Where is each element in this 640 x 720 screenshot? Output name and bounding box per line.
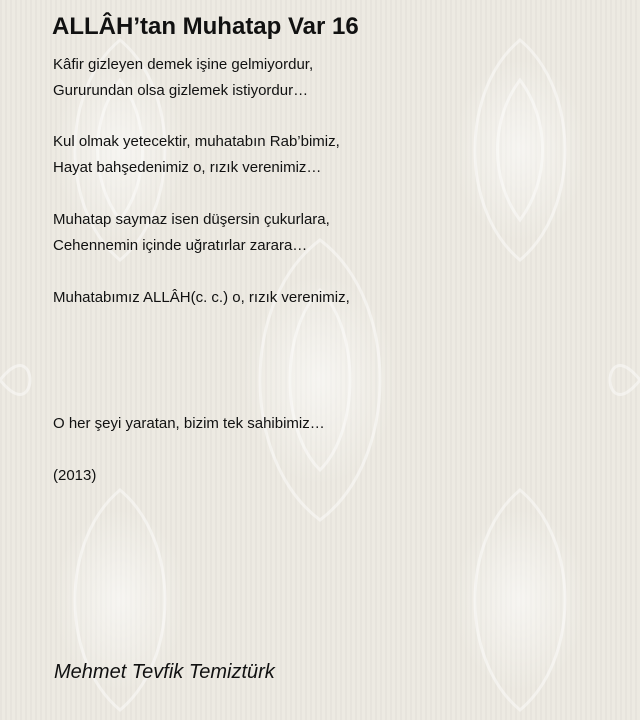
poem-author: Mehmet Tevfik Temiztürk [54, 661, 275, 683]
poem-line: Gururundan olsa gizlemek istiyordur… [53, 82, 309, 99]
poem-year: (2013) [53, 467, 97, 484]
poem-title: ALLÂH’tan Muhatap Var 16 [52, 13, 359, 40]
poem-line: Muhatabımız ALLÂH(c. c.) o, rızık verenimiz, [53, 289, 350, 306]
poem-line: Hayat bahşedenimiz o, rızık verenimiz… [53, 159, 322, 176]
poem-line: Kâfir gizleyen demek işine gelmiyordur, [53, 56, 314, 73]
poem-line: Kul olmak yetecektir, muhatabın Rab’bimiz, [53, 133, 340, 150]
poem-line: Cehennemin içinde uğratırlar zarara… [53, 237, 308, 254]
poem-line: O her şeyi yaratan, bizim tek sahibimiz… [53, 415, 325, 432]
poem-line: Muhatap saymaz isen düşersin çukurlara, [53, 211, 330, 228]
